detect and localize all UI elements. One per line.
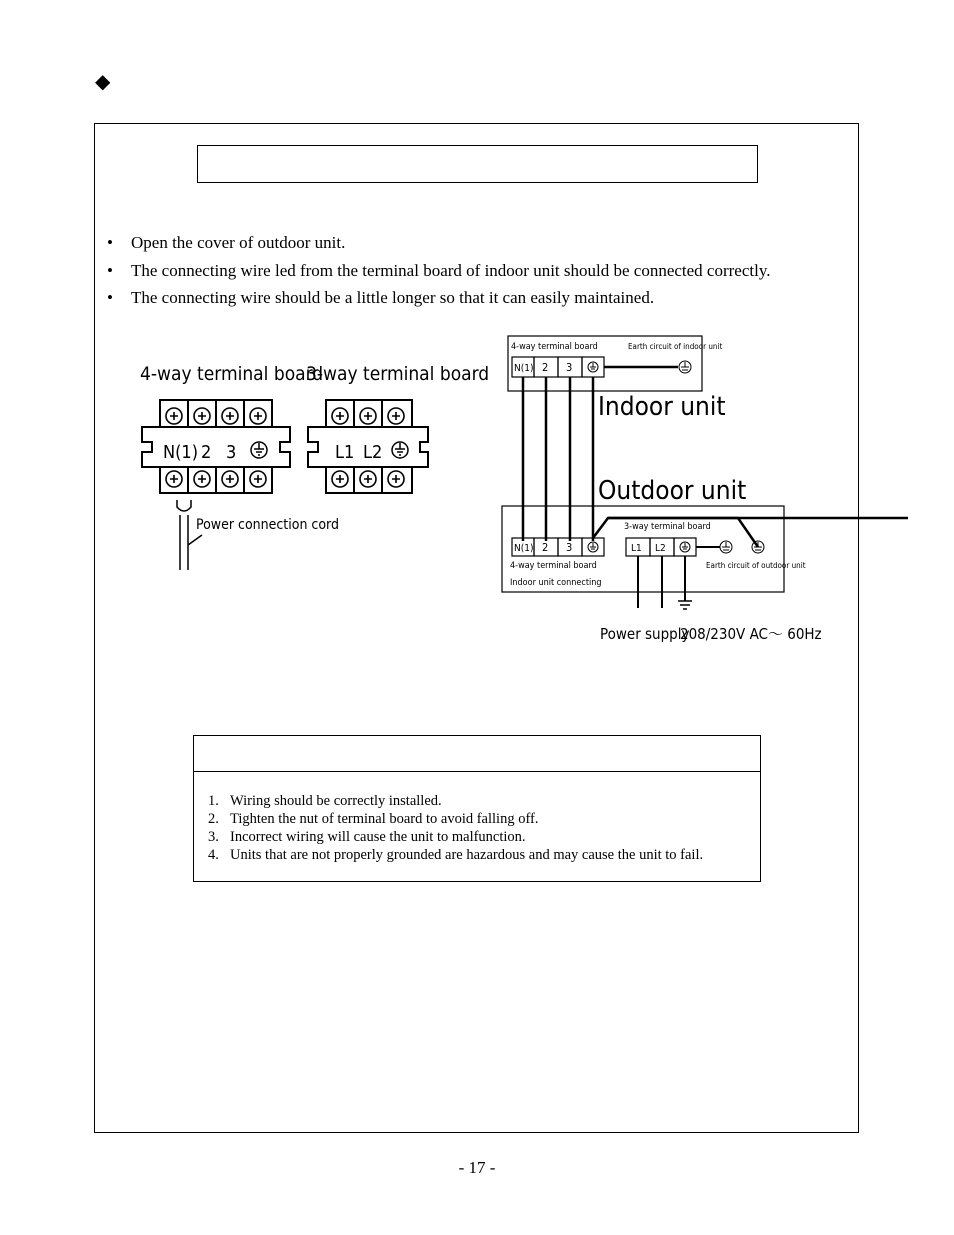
list-item: 4. Units that are not properly grounded are hazardous and may cause the unit to fail. bbox=[208, 847, 704, 863]
term-n1: N(1) bbox=[514, 363, 534, 374]
term-l2: L2 bbox=[363, 442, 383, 463]
ground-icon bbox=[679, 361, 691, 373]
outdoor-connecting-label: Indoor unit connecting bbox=[510, 578, 602, 588]
power-supply-wires bbox=[638, 556, 692, 609]
wiring-diagram bbox=[498, 333, 828, 648]
term-3: 3 bbox=[566, 361, 573, 374]
page-number: - 17 - bbox=[458, 1158, 496, 1177]
notes-header bbox=[194, 736, 760, 772]
outdoor-unit-label: Outdoor unit bbox=[598, 476, 747, 506]
term-n1: N(1) bbox=[163, 442, 199, 463]
indoor-earth-label: Earth circuit of indoor unit bbox=[628, 342, 723, 351]
title-box bbox=[197, 145, 758, 183]
terminal-board-diagram bbox=[130, 355, 490, 580]
outdoor-4way-label: 4-way terminal board bbox=[510, 561, 597, 571]
instruction-list bbox=[105, 229, 845, 312]
label-3way-board: 3-way terminal board bbox=[306, 363, 490, 385]
term-2: 2 bbox=[542, 541, 549, 554]
notes-list bbox=[194, 772, 760, 864]
term-3: 3 bbox=[566, 541, 573, 554]
list-item: • The connecting wire should be a little longer so that it can easily maintained. bbox=[107, 288, 655, 307]
outdoor-earth-label: Earth circuit of outdoor unit bbox=[706, 561, 806, 570]
indoor-unit-label: Indoor unit bbox=[598, 392, 726, 422]
indoor-board-label: 4-way terminal board bbox=[511, 342, 598, 352]
section-bullet-diamond: ◆ bbox=[95, 71, 111, 93]
ground-icon bbox=[251, 442, 267, 458]
list-item: • The connecting wire led from the terminal board of indoor unit should be connected correctly. bbox=[107, 260, 771, 280]
list-item: • Open the cover of outdoor unit. bbox=[107, 233, 346, 252]
term-2: 2 bbox=[542, 361, 549, 374]
term-l1: L1 bbox=[631, 543, 642, 554]
term-n1: N(1) bbox=[514, 543, 534, 554]
ground-icon bbox=[680, 542, 690, 552]
list-item: 1. Wiring should be correctly installed. bbox=[208, 793, 442, 809]
voltage-label: 208/230V AC～ 60Hz bbox=[680, 625, 822, 643]
term-3: 3 bbox=[226, 442, 237, 463]
connecting-wires bbox=[523, 377, 593, 541]
ground-icon bbox=[392, 442, 408, 458]
term-2: 2 bbox=[201, 442, 212, 463]
ground-icon bbox=[720, 541, 764, 553]
power-supply-label: Power supply bbox=[600, 625, 690, 643]
term-l2: L2 bbox=[655, 543, 666, 554]
power-cord bbox=[177, 500, 202, 570]
ground-icon bbox=[588, 362, 598, 372]
label-power-cord: Power connection cord bbox=[196, 517, 339, 533]
notes-box bbox=[193, 735, 761, 882]
label-4way-board: 4-way terminal board bbox=[140, 363, 324, 385]
outdoor-3way-label: 3-way terminal board bbox=[624, 522, 711, 532]
ground-icon bbox=[588, 542, 598, 552]
list-item: 3. Incorrect wiring will cause the unit to malfunction. bbox=[208, 829, 526, 845]
list-item: 2. Tighten the nut of terminal board to avoid falling off. bbox=[208, 811, 539, 827]
term-l1: L1 bbox=[335, 442, 355, 463]
